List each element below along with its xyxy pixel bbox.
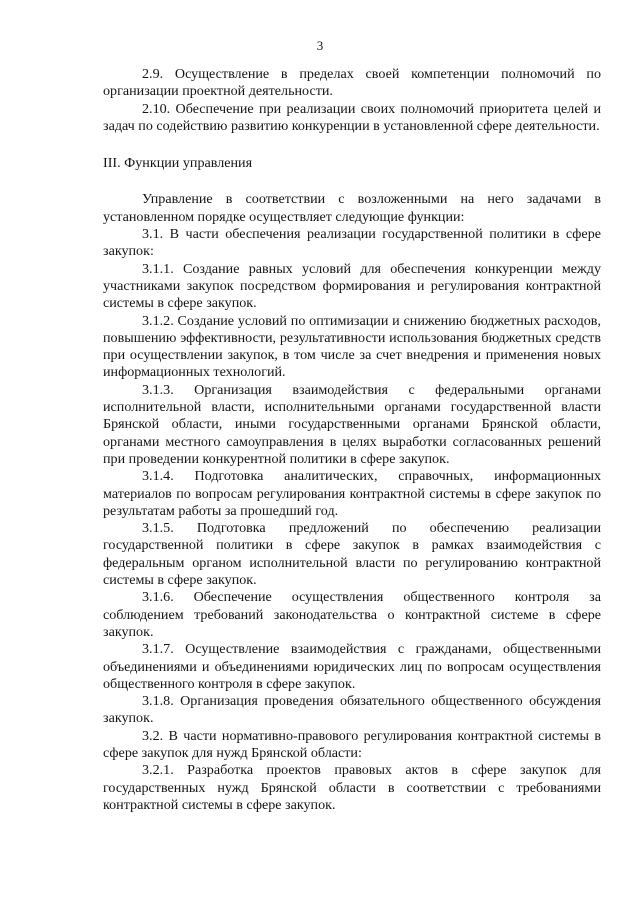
paragraph-3-1-2: 3.1.2. Создание условий по оптимизации и снижению бюджетных расходов, повышению эффективности, результативности использования бюджетных средств при осуществлении закупок, в том числе за счет внедрения и применения новых информационных технологий. xyxy=(103,312,601,381)
paragraph-3-1-3: 3.1.3. Организация взаимодействия с федеральными органами исполнительной власти, исполнительными органами государственной власти Брянской области, иными государственными органами Брянской области, органами местного самоуправления в целях выработки согласованных решений при проведении конкурентной политики в сфере закупок. xyxy=(103,381,601,467)
paragraph-intro: Управление в соответствии с возложенными на него задачами в установленном порядке осуществляет следующие функции: xyxy=(103,191,601,225)
section-heading: III. Функции управления xyxy=(103,155,253,172)
paragraph-2-9: 2.9. Осуществление в пределах своей компетенции полномочий по организации проектной деятельности. xyxy=(103,66,601,100)
document-body xyxy=(103,66,601,814)
paragraph-3-1-1: 3.1.1. Создание равных условий для обеспечения конкуренции между участниками закупок посредством формирования и регулирования контрактной системы в сфере закупок. xyxy=(103,260,601,312)
paragraph-2-10: 2.10. Обеспечение при реализации своих полномочий приоритета целей и задач по содействию развитию конкуренции в установленной сфере деятельности. xyxy=(103,100,601,134)
paragraph-3-1-6: 3.1.6. Обеспечение осуществления общественного контроля за соблюдением требований законодательства о контрактной системе в сфере закупок. xyxy=(103,589,601,640)
paragraph-3-1-4: 3.1.4. Подготовка аналитических, справочных, информационных материалов по вопросам регулирования контрактной системы в сфере закупок по результатам работы за прошедший год. xyxy=(103,468,601,519)
paragraph-3-2-1: 3.2.1. Разработка проектов правовых актов в сфере закупок для государственных нужд Брянской области в соответствии с требованиями контрактной системы в сфере закупок. xyxy=(103,762,601,813)
paragraph-3-1-7: 3.1.7. Осуществление взаимодействия с гражданами, общественными объединениями и объединениями юридических лиц по вопросам осуществления общественного контроля в сфере закупок. xyxy=(103,641,601,692)
paragraph-3-1: 3.1. В части обеспечения реализации государственной политики в сфере закупок: xyxy=(103,226,601,260)
paragraph-3-1-5: 3.1.5. Подготовка предложений по обеспечению реализации государственной политики в сфере закупок в рамках взаимодействия с федеральным органом исполнительной власти по регулированию контрактной системы в сфере закупок. xyxy=(103,520,601,589)
paragraph-3-2: 3.2. В части нормативно-правового регулирования контрактной системы в сфере закупок для нужд Брянской области: xyxy=(103,727,601,761)
paragraph-3-1-8: 3.1.8. Организация проведения обязательного общественного обсуждения закупок. xyxy=(103,693,601,727)
page-number: 3 xyxy=(316,38,324,53)
